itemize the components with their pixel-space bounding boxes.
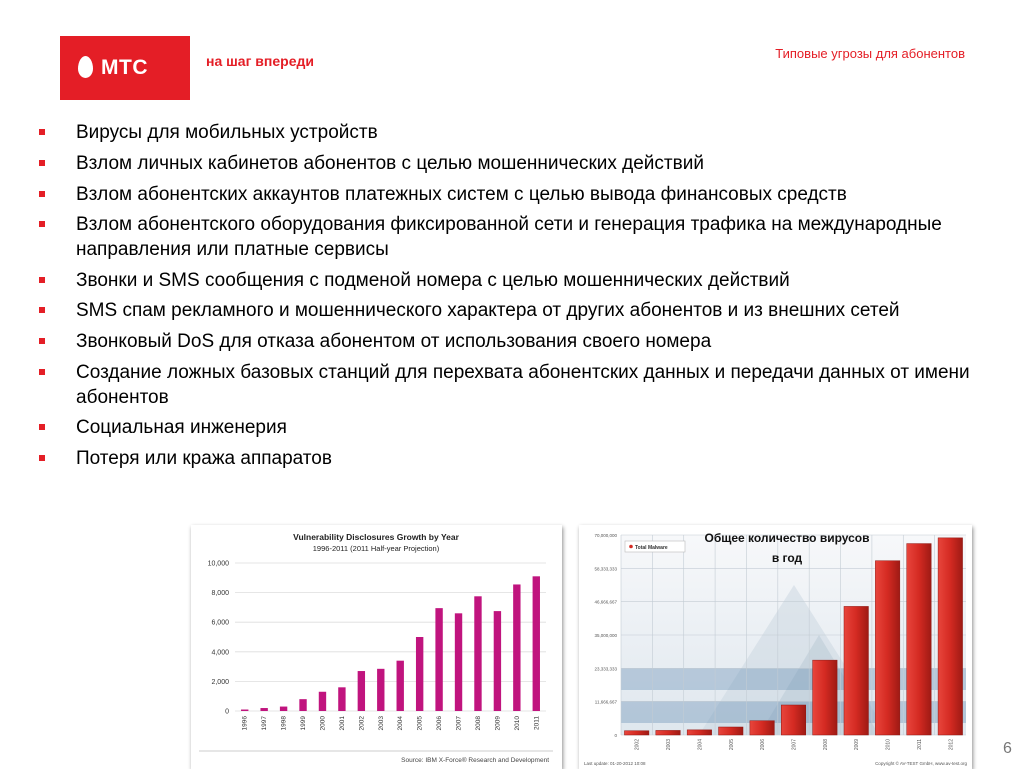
y-tick-label: 2,000 [211,678,229,686]
list-item-text: Социальная инженерия [76,417,287,439]
list-item [38,416,973,441]
y-tick-label: 6,000 [211,619,229,627]
x-tick-label: 1997 [261,716,269,731]
y-tick-label: 46,666,667 [594,599,617,605]
chart-source: Source: IBM X-Force® Research and Development [401,757,549,764]
x-tick-label: 2001 [338,716,346,731]
x-tick-label: 2009 [854,739,861,751]
y-tick-label: 11,666,667 [594,699,617,705]
bullet-icon [39,307,45,313]
list-item [38,121,973,146]
list-item-text: Звонки и SMS сообщения с подменой номера с целью мошеннических действий [76,269,790,291]
bar [280,707,287,711]
list-item-text: Потеря или кража аппаратов [76,448,332,470]
list-item [38,183,973,208]
bar [455,613,462,711]
x-tick-label: 2004 [397,716,405,731]
bullet-icon [39,455,45,461]
y-tick-label: 8,000 [211,590,229,598]
bar [260,708,267,711]
page-number: 6 [1003,740,1012,757]
list-item-text: Создание ложных базовых станций для перехвата абонентских данных и передачи данных от имени абонентов [76,362,970,408]
bar [844,606,868,735]
y-tick-label: 4,000 [211,649,229,657]
x-tick-label: 2005 [728,739,735,751]
bullet-icon [39,221,45,227]
x-tick-label: 2003 [666,739,673,751]
x-tick-label: 2003 [377,716,385,731]
bar [907,544,931,735]
bar [299,699,306,711]
chart-footer-update: Last update: 01-20-2012 10:08 [584,761,646,766]
bar [938,538,962,735]
bar [813,660,837,735]
bullet-icon [39,277,45,283]
bar [338,687,345,711]
bar [474,596,481,711]
list-item-text: Звонковый DoS для отказа абонентом от использования своего номера [76,331,712,353]
bar [687,730,711,735]
legend-label: Total Malware [635,545,668,551]
logo-text: МТС [101,56,148,79]
x-tick-label: 1998 [280,716,288,731]
bullet-icon [39,424,45,430]
list-item [38,213,973,262]
malware-chart [579,525,972,769]
list-item [38,299,973,324]
list-item-text: Взлом абонентского оборудования фиксированной сети и генерация трафика на международные направления или платные сервисы [76,214,942,260]
list-item-text: SMS спам рекламного и мошеннического характера от других абонентов и из внешних сетей [76,300,900,322]
bar [656,730,680,735]
x-tick-label: 2002 [634,739,641,751]
x-tick-label: 1996 [241,716,249,731]
chart-title-line-2: в год [771,551,803,565]
bullet-icon [39,369,45,375]
tagline: на шаг впереди [206,53,314,69]
bar [377,669,384,711]
vulnerability-chart [191,525,562,769]
list-item-text: Взлом личных кабинетов абонентов с целью мошеннических действий [76,152,704,174]
legend-marker-icon [629,545,633,549]
x-tick-label: 2011 [533,716,541,730]
x-tick-label: 2005 [416,716,424,731]
bar [494,611,501,711]
bar [358,671,365,711]
y-tick-label: 10,000 [207,560,229,568]
bullet-icon [39,191,45,197]
list-item-text: Вирусы для мобильных устройств [76,122,378,143]
x-tick-label: 1999 [300,716,308,731]
bar [624,731,648,735]
x-tick-label: 2008 [822,739,829,751]
chart-title-line-1: Общее количество вирусов [704,531,870,545]
bar [416,637,423,711]
malware-chart-svg [579,525,972,769]
list-item-text: Взлом абонентских аккаунтов платежных систем с целью вывода финансовых средств [76,183,847,205]
bullet-icon [39,338,45,344]
x-tick-label: 2008 [474,716,482,731]
y-tick-label: 70,000,000 [594,533,617,538]
y-tick-label: 23,333,333 [594,666,617,672]
list-item [38,447,973,472]
chart-footer-copyright: Copyright © AV-TEST GmbH, www.av-test.org [875,761,967,766]
x-tick-label: 2011 [916,739,923,750]
x-tick-label: 2007 [455,716,463,731]
bar [513,584,520,711]
bullet-icon [39,129,45,135]
x-tick-label: 2007 [791,739,798,751]
x-tick-label: 2010 [885,739,892,751]
x-tick-label: 2004 [697,739,704,751]
bar [875,561,899,735]
bar [750,721,774,735]
chart-subtitle: 1996-2011 (2011 Half-year Projection) [312,544,440,553]
x-tick-label: 2006 [760,739,767,751]
vulnerability-chart-svg [191,525,562,769]
mts-logo [60,36,190,100]
x-tick-label: 2010 [513,716,521,731]
bar [719,727,743,735]
y-tick-label: 58,333,333 [594,566,617,572]
y-tick-label: 35,000,000 [594,633,617,638]
bar [533,576,540,711]
list-item [38,152,973,177]
bar [781,705,805,735]
y-tick-label: 0 [614,733,617,738]
list-item [38,330,973,355]
egg-icon [78,56,93,78]
slide-title: Типовые угрозы для абонентов [775,46,965,61]
chart-title: Vulnerability Disclosures Growth by Year [293,532,459,542]
list-item [38,269,973,294]
x-tick-label: 2009 [494,716,502,731]
bar [241,710,248,711]
bullet-icon [39,160,45,166]
y-tick-label: 0 [225,708,229,716]
threat-list [38,121,973,478]
bar [319,692,326,711]
x-tick-label: 2006 [436,716,444,731]
x-tick-label: 2000 [319,716,327,731]
bar [397,661,404,711]
bar [435,608,442,711]
list-item [38,361,973,410]
x-tick-label: 2002 [358,716,366,731]
x-tick-label: 2012 [948,739,955,751]
